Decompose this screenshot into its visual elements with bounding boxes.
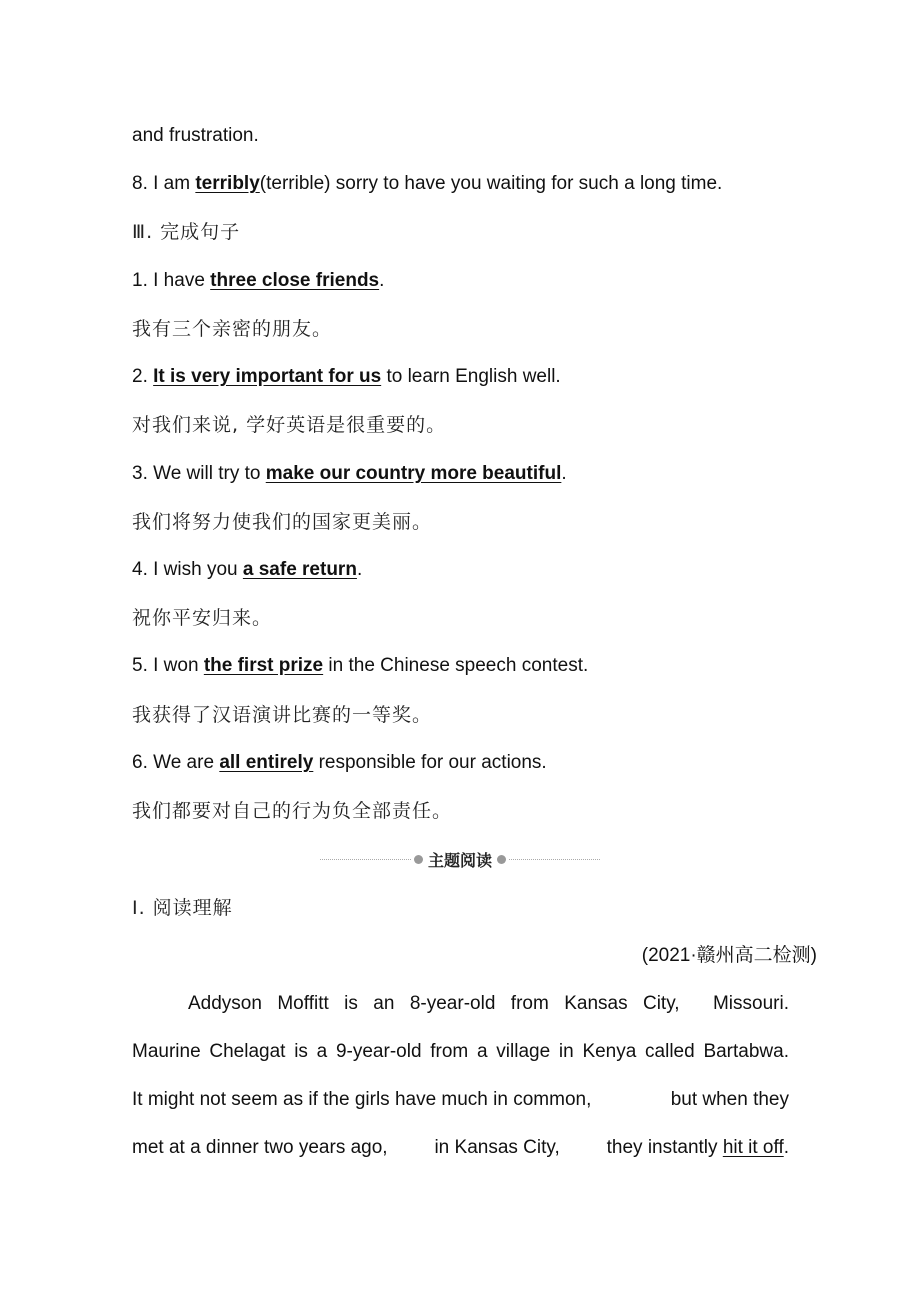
word: a bbox=[476, 1041, 488, 1062]
item-answer: three close friends bbox=[210, 270, 380, 291]
item-answer: It is very important for us bbox=[153, 366, 382, 387]
item-answer: make our country more beautiful bbox=[265, 463, 562, 484]
word: Moffitt bbox=[277, 993, 329, 1014]
word: 8-year-old bbox=[409, 993, 496, 1014]
word: in bbox=[558, 1041, 574, 1062]
passage-line-3 bbox=[132, 1088, 789, 1112]
sentence-item-6 bbox=[132, 751, 547, 775]
section-divider bbox=[320, 848, 600, 870]
translation-4: 祝你平安归来。 bbox=[132, 607, 273, 629]
sentence-item-1 bbox=[132, 269, 384, 293]
word: from bbox=[430, 1041, 469, 1062]
passage-line-1 bbox=[188, 992, 789, 1016]
underlined-phrase: hit it off bbox=[722, 1137, 784, 1158]
item-answer: all entirely bbox=[219, 752, 314, 773]
punctuation: . bbox=[783, 1137, 789, 1158]
clause: met at a dinner two years ago, bbox=[132, 1137, 388, 1158]
divider-dot-right-icon bbox=[497, 855, 506, 864]
item-answer: the first prize bbox=[203, 655, 324, 676]
translation-2: 对我们来说, 学好英语是很重要的。 bbox=[132, 414, 447, 436]
passage-line-2 bbox=[132, 1040, 789, 1064]
section-heading-reading-comprehension: Ⅰ. 阅读理解 bbox=[132, 897, 233, 919]
word: Addyson bbox=[188, 993, 262, 1014]
item-suffix: (terrible) sorry to have you waiting for such a long time. bbox=[259, 173, 723, 194]
item-prefix: 2. bbox=[132, 366, 154, 387]
clause: in Kansas City, bbox=[434, 1137, 560, 1158]
item-prefix: 3. We will try to bbox=[132, 463, 266, 484]
word: an bbox=[373, 993, 395, 1014]
word: Kansas bbox=[564, 993, 628, 1014]
item-answer: terribly bbox=[195, 173, 260, 194]
translation-3: 我们将努力使我们的国家更美丽。 bbox=[132, 511, 433, 533]
word: 9-year-old bbox=[335, 1041, 422, 1062]
sentence-item-2 bbox=[132, 365, 561, 389]
clause: It might not seem as if the girls have much in common, bbox=[132, 1089, 592, 1110]
item-prefix: 8. I am bbox=[132, 173, 196, 194]
divider-rule-left bbox=[320, 859, 411, 860]
word: a bbox=[316, 1041, 328, 1062]
word: Bartabwa. bbox=[703, 1041, 789, 1062]
passage-line-4 bbox=[132, 1136, 789, 1160]
item-prefix: 4. I wish you bbox=[132, 559, 243, 580]
clause: but when they bbox=[670, 1089, 789, 1110]
clause-with-phrase bbox=[607, 1136, 789, 1160]
item-suffix: . bbox=[561, 463, 567, 484]
word: Maurine bbox=[132, 1041, 201, 1062]
item-suffix: to learn English well. bbox=[381, 366, 561, 387]
item-prefix: 1. I have bbox=[132, 270, 211, 291]
word: is bbox=[344, 993, 358, 1014]
word: Kenya bbox=[582, 1041, 637, 1062]
word: Chelagat bbox=[209, 1041, 286, 1062]
item-suffix: in the Chinese speech contest. bbox=[323, 655, 589, 676]
divider-rule-right bbox=[509, 859, 600, 860]
exercise-item-8 bbox=[132, 172, 722, 196]
word: City, bbox=[642, 993, 680, 1014]
item-answer: a safe return bbox=[242, 559, 357, 580]
item-suffix: responsible for our actions. bbox=[313, 752, 547, 773]
sentence-item-3 bbox=[132, 462, 567, 486]
divider-dot-left-icon bbox=[414, 855, 423, 864]
sentence-item-4 bbox=[132, 558, 362, 582]
translation-1: 我有三个亲密的朋友。 bbox=[132, 318, 333, 340]
word: called bbox=[645, 1041, 695, 1062]
item-prefix: 5. I won bbox=[132, 655, 204, 676]
item-prefix: 6. We are bbox=[132, 752, 220, 773]
section-heading-complete-sentences: Ⅲ. 完成句子 bbox=[132, 221, 241, 243]
word: village bbox=[496, 1041, 551, 1062]
divider-label: 主题阅读 bbox=[428, 850, 493, 870]
sentence-item-5 bbox=[132, 654, 588, 678]
translation-6: 我们都要对自己的行为负全部责任。 bbox=[132, 800, 453, 822]
continuation-text: and frustration. bbox=[132, 125, 259, 146]
translation-5: 我获得了汉语演讲比赛的一等奖。 bbox=[132, 704, 433, 726]
word: Missouri. bbox=[712, 993, 789, 1014]
item-suffix: . bbox=[379, 270, 385, 291]
clause: they instantly bbox=[606, 1137, 718, 1158]
source-citation: (2021·赣州高二检测) bbox=[641, 945, 817, 966]
word: is bbox=[294, 1041, 308, 1062]
item-suffix: . bbox=[356, 559, 363, 580]
word: from bbox=[510, 993, 549, 1014]
